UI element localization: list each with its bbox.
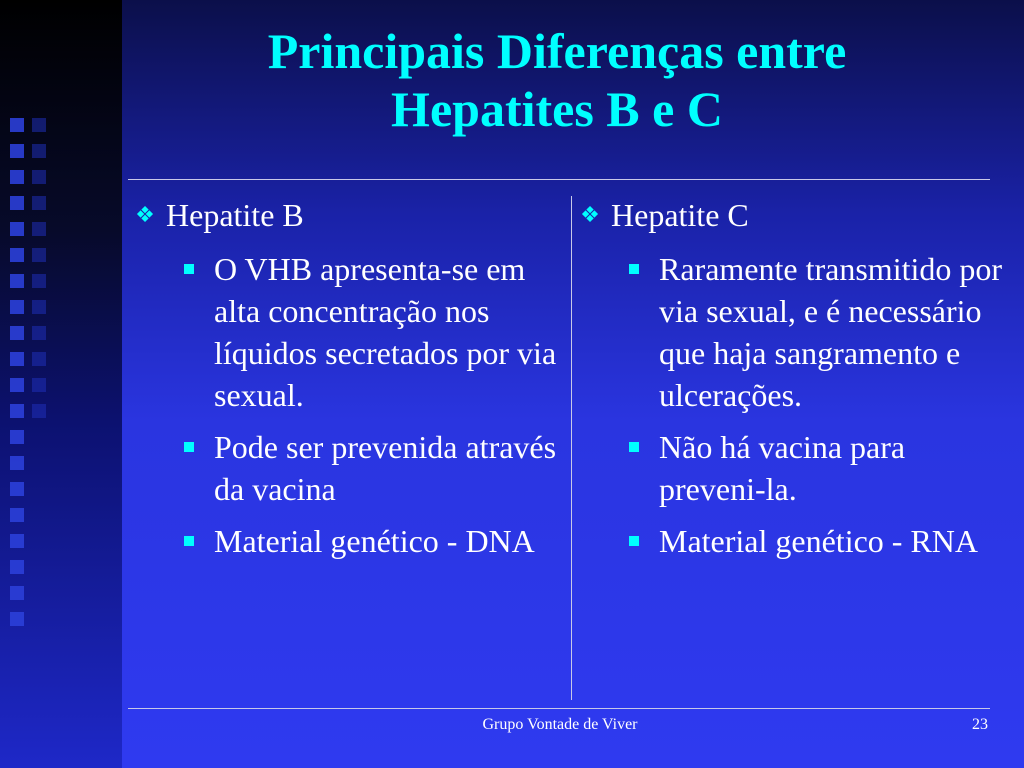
square-bullet-icon <box>629 536 639 546</box>
list-item-text: O VHB apresenta-se em alta concentração nos líquidos secretados por via sexual. <box>214 251 557 413</box>
diamond-cluster-icon: ❖ <box>580 202 600 227</box>
list-item <box>184 426 562 510</box>
list-item <box>184 248 562 416</box>
decorative-squares-secondary <box>26 118 58 430</box>
square-bullet-icon <box>629 442 639 452</box>
list-item <box>629 520 1017 562</box>
list-item <box>629 426 1017 510</box>
title-line-1: Principais Diferenças entre <box>267 23 847 79</box>
heading-label: Hepatite C <box>611 197 749 233</box>
diamond-cluster-icon: ❖ <box>135 202 155 227</box>
hepatitis-c-heading <box>577 196 1017 234</box>
page-number: 23 <box>972 716 988 733</box>
footer-text: Grupo Vontade de Viver <box>482 716 638 733</box>
left-decorative-band <box>0 0 122 768</box>
title-line-2: Hepatites B e C <box>391 81 723 137</box>
list-item <box>629 248 1017 416</box>
list-item-text: Pode ser prevenida através da vacina <box>214 429 557 507</box>
square-bullet-icon <box>184 442 194 452</box>
list-item <box>184 520 562 562</box>
hepatitis-c-column <box>577 196 1017 572</box>
column-divider <box>571 196 572 700</box>
list-item-text: Material genético - DNA <box>214 523 535 559</box>
square-bullet-icon <box>629 264 639 274</box>
hepatitis-b-heading <box>132 196 562 234</box>
slide-title <box>122 22 992 138</box>
square-bullet-icon <box>184 536 194 546</box>
heading-label: Hepatite B <box>166 197 304 233</box>
list-item-text: Raramente transmitido por via sexual, e é necessário que haja sangramento e ulcerações. <box>659 251 1003 413</box>
square-bullet-icon <box>184 264 194 274</box>
list-item-text: Material genético - RNA <box>659 523 978 559</box>
hepatitis-b-column <box>132 196 562 572</box>
list-item-text: Não há vacina para preveni-la. <box>659 429 906 507</box>
top-divider <box>128 179 990 180</box>
bottom-divider <box>128 708 990 709</box>
